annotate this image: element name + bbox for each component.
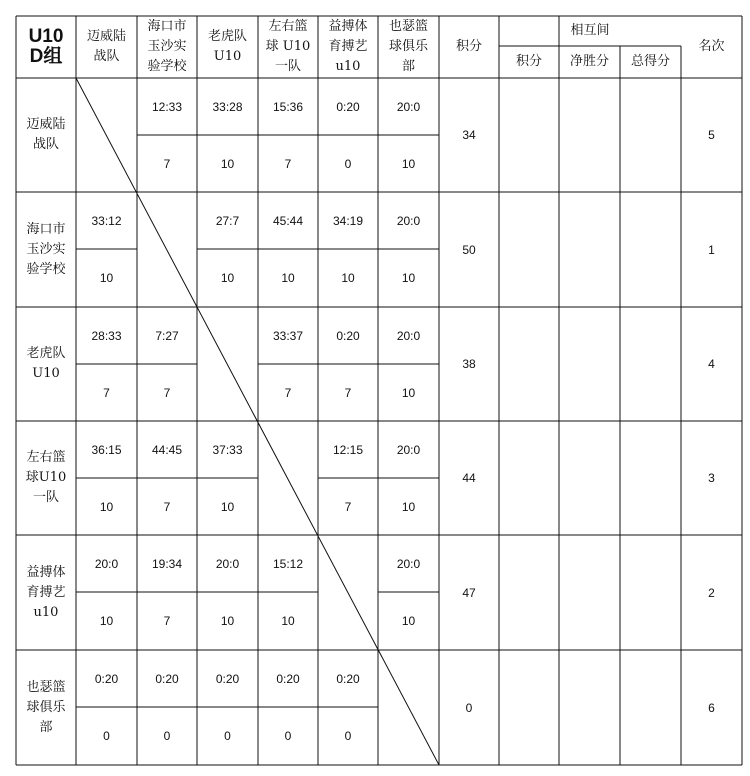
match-score-text: 0:20 [155,671,179,686]
match-points-text: 10 [401,499,416,514]
group-label-text: U10 D组 [28,26,64,67]
match-points [378,592,439,650]
column-header-points-text: 积分 [455,39,482,54]
column-header-team-2-text: 海口市 玉沙实 验学校 [147,19,187,74]
match-score-text: 34:19 [332,213,364,228]
match-points [258,135,318,192]
match-score-text: 20:0 [396,328,421,343]
row-team-name [16,421,76,535]
match-score [197,421,258,478]
row-team-name-text: 海口市 玉沙实 验学校 [26,221,66,277]
match-points-text: 10 [401,271,416,285]
match-score [197,192,258,249]
match-score-text: 20:0 [215,556,240,571]
match-score-text: 7:27 [155,328,179,343]
match-points-text: 10 [220,156,235,171]
match-points [197,249,258,307]
row-rank-text: 1 [708,242,715,257]
match-points [76,592,137,650]
match-score [258,650,318,707]
match-score [318,78,378,135]
match-points [258,249,318,307]
match-score-text: 0:20 [336,99,360,114]
row-team-name [16,650,76,765]
row-team-name-text: 也瑟篮 球俱乐 部 [26,679,66,735]
column-header-team-6 [378,16,439,78]
match-score [137,535,197,592]
row-rank [681,535,742,650]
match-score-text: 15:36 [272,99,304,114]
column-header-team-3-text: 老虎队 U10 [207,29,247,64]
match-score-text: 36:15 [91,442,122,457]
match-score-text: 0:20 [336,328,360,343]
match-points-text: 7 [163,499,171,514]
row-team-name [16,78,76,192]
match-points [76,364,137,421]
match-points [378,364,439,421]
match-score-text: 0:20 [336,671,360,686]
match-score-text: 37:33 [212,442,243,457]
row-rank [681,421,742,535]
match-points [378,135,439,192]
match-score-text: 33:37 [272,328,304,343]
column-header-team-1 [76,16,137,78]
column-header-team-5 [318,16,378,78]
row-total-points [439,78,499,192]
column-header-points [439,16,499,78]
row-rank-text: 2 [708,585,715,600]
row-total-points [439,307,499,421]
match-points-text: 10 [99,614,114,628]
match-points-text: 10 [220,499,235,514]
row-rank-text: 4 [708,357,715,371]
match-score [378,192,439,249]
match-score [197,535,258,592]
match-points [137,592,197,650]
match-score [137,421,197,478]
match-points-text: 7 [284,156,292,171]
match-points-text: 0 [103,729,110,743]
match-score-text: 15:12 [272,556,304,571]
row-rank [681,307,742,421]
column-header-mutual-sub-1-text: 积分 [515,54,542,69]
column-header-mutual-sub-3 [620,46,681,78]
match-score-text: 20:0 [396,442,421,457]
match-score-text: 12:33 [151,99,183,114]
match-points [378,478,439,535]
match-points [76,249,137,307]
match-points [318,364,378,421]
row-total-points-text: 0 [465,700,473,715]
row-rank-text: 5 [708,128,715,142]
match-score-text: 12:15 [332,442,364,457]
match-score [258,535,318,592]
match-score [318,307,378,364]
match-points-text: 0 [284,729,292,743]
row-team-name-text: 老虎队 U10 [26,346,66,381]
match-points-text: 10 [99,499,114,514]
row-total-points-text: 47 [462,585,476,600]
row-team-name-text: 益搏体 育搏艺 u10 [26,564,66,620]
match-points [258,364,318,421]
match-points-text: 0 [344,729,352,743]
match-points [137,707,197,765]
match-points-text: 7 [103,385,110,400]
match-score [76,535,137,592]
row-rank [681,650,742,765]
match-points-text: 10 [99,271,114,285]
row-total-points-text: 50 [462,242,476,257]
column-header-team-5-text: 益搏体 育搏艺 u10 [328,19,368,74]
column-header-team-6-text: 也瑟篮 球俱乐 部 [388,19,428,74]
match-score [318,192,378,249]
row-team-name [16,307,76,421]
match-points-text: 10 [220,271,235,285]
match-score [378,535,439,592]
match-score-text: 33:28 [212,99,243,114]
match-points-text: 10 [341,271,355,285]
column-header-rank-text: 名次 [698,39,725,54]
match-score-text: 20:0 [396,556,421,571]
row-rank-text: 3 [708,471,715,485]
match-points-text: 7 [344,499,352,514]
match-points [378,249,439,307]
row-team-name-text: 左右篮 球U10 一队 [25,450,67,505]
column-header-team-1-text: 迈威陆 战队 [86,29,126,64]
match-points [318,135,378,192]
match-points [137,478,197,535]
match-score [318,650,378,707]
match-score [258,192,318,249]
match-points [137,135,197,192]
column-header-mutual-sub-2 [559,46,620,78]
match-points [197,592,258,650]
match-points-text: 7 [163,385,171,400]
row-total-points [439,421,499,535]
match-points [137,364,197,421]
row-total-points-text: 34 [462,128,476,142]
row-rank [681,78,742,192]
match-points-text: 10 [281,614,295,628]
match-score-text: 27:7 [215,213,240,228]
match-score-text: 19:34 [151,556,183,571]
match-score-text: 0:20 [94,671,119,686]
standings-table [16,16,742,765]
group-label [16,16,76,78]
match-points [318,249,378,307]
match-score-text: 45:44 [272,213,304,228]
column-header-team-4 [258,16,318,78]
match-score [378,78,439,135]
match-score-text: 20:0 [396,99,421,114]
row-team-name [16,192,76,307]
match-points-text: 10 [220,614,235,628]
match-score-text: 20:0 [94,556,119,571]
row-rank-text: 6 [708,700,715,715]
match-score-text: 0:20 [276,671,300,686]
row-total-points-text: 38 [462,357,476,371]
match-score [137,78,197,135]
match-score [137,307,197,364]
match-points-text: 0 [344,156,352,171]
column-header-team-3 [197,16,258,78]
row-rank [681,192,742,307]
match-score [197,650,258,707]
match-points-text: 7 [284,385,292,400]
match-points-text: 10 [281,271,295,285]
column-header-mutual-sub-1 [499,46,559,78]
match-score-text: 28:33 [91,328,122,343]
match-score [76,421,137,478]
match-score [378,421,439,478]
match-score [76,650,137,707]
match-points-text: 10 [401,614,416,628]
match-points [197,135,258,192]
match-points [76,478,137,535]
match-score [318,421,378,478]
column-header-team-2 [137,16,197,78]
match-points [197,707,258,765]
match-score [197,78,258,135]
column-header-mutual [499,16,681,46]
match-points [76,707,137,765]
match-score [137,650,197,707]
match-points-text: 7 [344,385,352,400]
row-team-name [16,535,76,650]
match-points-text: 0 [163,729,171,743]
match-score [258,307,318,364]
match-points [258,707,318,765]
match-points-text: 7 [163,156,171,171]
row-total-points [439,192,499,307]
match-score [378,307,439,364]
row-total-points-text: 44 [462,471,476,485]
row-total-points [439,650,499,765]
match-points [318,478,378,535]
column-header-team-4-text: 左右篮 球 U10 一队 [265,19,311,74]
match-points-text: 7 [163,614,171,628]
column-header-rank [681,16,742,78]
column-header-mutual-text: 相互间 [570,23,610,38]
match-score-text: 33:12 [91,213,122,228]
match-score [258,78,318,135]
match-points [318,707,378,765]
match-points-text: 10 [401,156,416,171]
match-score-text: 0:20 [215,671,240,686]
match-points [197,478,258,535]
match-points [258,592,318,650]
row-total-points [439,535,499,650]
column-header-mutual-sub-2-text: 净胜分 [569,54,609,69]
match-points-text: 0 [224,729,231,743]
match-score [76,192,137,249]
match-points-text: 10 [401,385,416,400]
column-header-mutual-sub-3-text: 总得分 [630,54,670,69]
match-score [76,307,137,364]
row-team-name-text: 迈威陆 战队 [26,117,66,152]
match-score-text: 20:0 [396,213,421,228]
match-score-text: 44:45 [151,442,183,457]
